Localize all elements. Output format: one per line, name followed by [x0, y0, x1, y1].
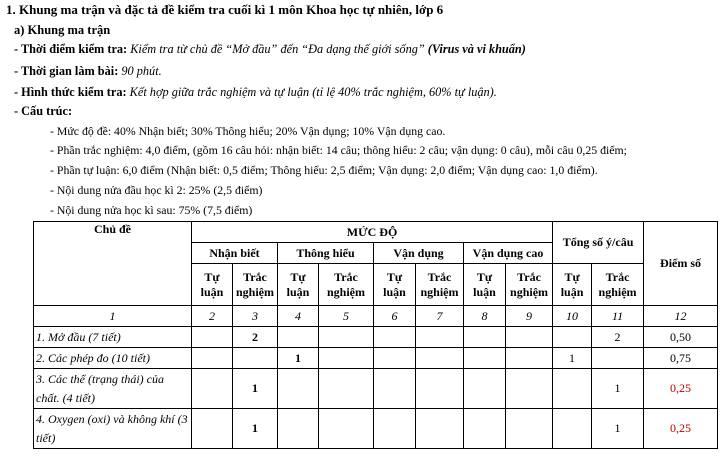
row-cell [506, 327, 553, 348]
document-title: 1. Khung ma trận và đặc tả đề kiểm tra cuối kì 1 môn Khoa học tự nhiên, lớp 6 [6, 2, 444, 17]
row-cell [192, 409, 233, 449]
header-total: Tổng số ý/câu [553, 222, 644, 264]
table-row [34, 409, 718, 449]
row-cell [233, 348, 278, 369]
row-cell [506, 348, 553, 369]
row-cell [464, 348, 506, 369]
header-mcq: Trắc nghiệm [506, 264, 553, 306]
header-essay: Tự luận [553, 264, 592, 306]
row-cell [278, 369, 319, 409]
structure-item: - Nội dung nửa đầu học kì 2: 25% (2,5 điểm) [50, 183, 263, 197]
row-topic: 4. Oxygen (oxi) và không khí (3 tiết) [34, 409, 192, 449]
header-level-name: Thông hiểu [278, 243, 374, 264]
structure-item: - Phần trắc nghiệm: 4,0 điểm, (gồm 16 câu hỏi: nhận biết: 14 câu; thông hiểu: 2 câu; vận dụng: 0 câu), mỗi câu 0,25 điểm; [50, 143, 627, 157]
row-cell [319, 348, 374, 369]
row-cell [192, 348, 233, 369]
row-cell [374, 409, 416, 449]
row-score: 0,25 [644, 409, 718, 449]
row-cell: 1 [592, 369, 644, 409]
header-level-name: Vận dụng cao [464, 243, 553, 264]
structure-item: - Mức độ đề: 40% Nhận biết; 30% Thông hiểu; 20% Vận dụng; 10% Vận dụng cao. [50, 124, 446, 138]
info-exam-time: - Thời điểm kiểm tra: Kiểm tra từ chủ đề “Mở đầu” đến “Đa dạng thế giới sống” (Virus và vi khuẩn) [14, 42, 526, 56]
info-format: - Hình thức kiểm tra: Kết hợp giữa trắc nghiệm và tự luận (tỉ lệ 40% trắc nghiệm, 60% tự luận). [14, 85, 497, 99]
header-mcq: Trắc nghiệm [592, 264, 644, 306]
header-essay: Tự luận [278, 264, 319, 306]
row-cell [192, 369, 233, 409]
row-cell [416, 348, 464, 369]
col-number: 7 [416, 306, 464, 327]
row-cell [319, 409, 374, 449]
row-cell: 1 [233, 369, 278, 409]
section-heading: a) Khung ma trận [14, 23, 111, 37]
row-cell [374, 327, 416, 348]
col-number: 4 [278, 306, 319, 327]
header-level: MỨC ĐỘ [192, 222, 553, 243]
row-topic: 2. Các phép đo (10 tiết) [34, 348, 192, 369]
row-cell [464, 327, 506, 348]
row-topic: 1. Mở đầu (7 tiết) [34, 327, 192, 348]
row-cell [553, 409, 592, 449]
row-cell [319, 369, 374, 409]
row-cell [374, 369, 416, 409]
col-number: 11 [592, 306, 644, 327]
table-row [34, 348, 718, 369]
header-level-name: Nhận biết [192, 243, 278, 264]
row-cell [592, 348, 644, 369]
row-cell [553, 327, 592, 348]
row-cell [506, 409, 553, 449]
col-number: 10 [553, 306, 592, 327]
row-cell [416, 409, 464, 449]
row-cell [416, 327, 464, 348]
header-topic: Chủ đề [34, 222, 192, 306]
row-cell: 2 [233, 327, 278, 348]
row-score: 0,25 [644, 369, 718, 409]
table-row [34, 369, 718, 409]
row-cell [416, 369, 464, 409]
info-duration: - Thời gian làm bài: 90 phút. [14, 64, 162, 78]
row-cell: 2 [592, 327, 644, 348]
structure-item: - Nội dung nửa học kì sau: 75% (7,5 điểm) [50, 203, 253, 217]
row-score: 0,75 [644, 348, 718, 369]
row-cell [506, 369, 553, 409]
row-cell [319, 327, 374, 348]
header-level-name: Vận dụng [374, 243, 464, 264]
header-mcq: Trắc nghiệm [319, 264, 374, 306]
header-mcq: Trắc nghiệm [233, 264, 278, 306]
header-score: Điểm số [644, 222, 718, 306]
row-cell [278, 409, 319, 449]
row-cell: 1 [553, 348, 592, 369]
header-essay: Tự luận [374, 264, 416, 306]
info-structure-label: - Cấu trúc: [14, 104, 73, 118]
col-number: 3 [233, 306, 278, 327]
row-cell: 1 [278, 348, 319, 369]
structure-item: - Phần tự luận: 6,0 điểm (Nhận biết: 0,5 điểm; Thông hiểu: 2,5 điểm; Vận dụng: 2,0 điểm; Vận dụng cao: 1,0 điểm). [50, 163, 598, 177]
col-number: 9 [506, 306, 553, 327]
row-cell [374, 348, 416, 369]
row-cell [464, 409, 506, 449]
col-number: 6 [374, 306, 416, 327]
col-number: 8 [464, 306, 506, 327]
row-cell [192, 327, 233, 348]
row-score: 0,50 [644, 327, 718, 348]
header-essay: Tự luận [192, 264, 233, 306]
matrix-table [33, 221, 718, 449]
header-mcq: Trắc nghiệm [416, 264, 464, 306]
col-number: 12 [644, 306, 718, 327]
row-cell [553, 369, 592, 409]
row-topic: 3. Các thể (trạng thái) của chất. (4 tiết) [34, 369, 192, 409]
row-cell: 1 [233, 409, 278, 449]
row-cell [464, 369, 506, 409]
row-cell [278, 327, 319, 348]
col-number: 5 [319, 306, 374, 327]
col-number: 2 [192, 306, 233, 327]
col-number: 1 [34, 306, 192, 327]
header-essay: Tự luận [464, 264, 506, 306]
table-row [34, 327, 718, 348]
row-cell: 1 [592, 409, 644, 449]
